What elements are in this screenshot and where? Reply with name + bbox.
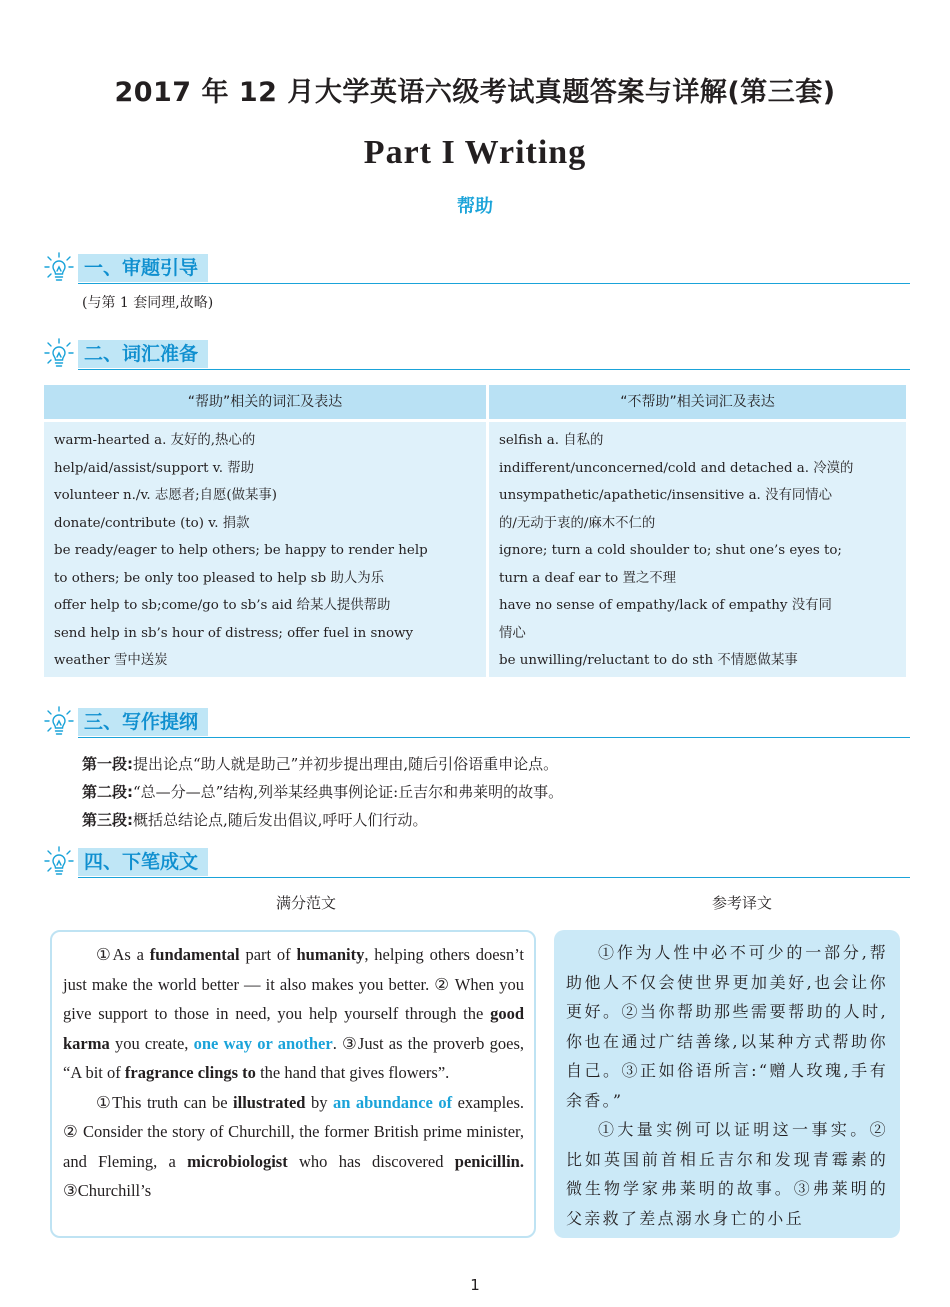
essay-title: 满分范文: [276, 894, 337, 912]
translation-title: 参考译文: [712, 894, 773, 912]
section-heading-label: 四、下笔成文: [78, 848, 208, 876]
section-rule: [78, 737, 910, 738]
section-heading-3: [44, 706, 910, 738]
outline-text: 概括总结论点,随后发出倡议,呼吁人们行动。: [133, 811, 428, 829]
vocab-line: indifferent/unconcerned/cold and detached a. 冷漠的: [499, 460, 854, 476]
outline-label: 第一段:: [82, 755, 133, 773]
vocab-line: turn a deaf ear to 置之不理: [499, 570, 677, 586]
section-note: (与第 1 套同理,故略): [82, 295, 214, 311]
section-heading-label: 三、写作提纲: [78, 708, 208, 736]
section-heading-1: [44, 252, 910, 284]
outline-label: 第三段:: [82, 811, 133, 829]
keyword: fragrance clings to: [124, 1063, 256, 1082]
topic-label: 帮助: [457, 196, 493, 217]
lightbulb-icon: [44, 846, 78, 878]
section-heading-4: [44, 846, 910, 878]
section-rule: [78, 877, 910, 878]
vocab-line: selfish a. 自私的: [499, 433, 604, 448]
highlight-phrase: one way or another: [193, 1033, 333, 1053]
writing-outline: [82, 750, 563, 834]
outline-item: [82, 806, 563, 834]
vocab-line: 情心: [499, 625, 526, 641]
vocab-line: 的/无动于衷的/麻木不仁的: [499, 515, 656, 531]
highlight-phrase: an abundance of: [332, 1092, 453, 1112]
help-vocab-column: [44, 385, 486, 677]
translation-paragraph: ①作为人性中必不可少的一部分,帮助他人不仅会使世界更加美好,也会让你更好。②当你帮助那些需要帮助的人时,你也在通过广结善缘,以某种方式帮助你自己。③正如俗语所言:“赠人玫瑰,手有余香。”: [566, 943, 888, 1110]
vocab-line: ignore; turn a cold shoulder to; shut one’s eyes to;: [499, 543, 842, 558]
outline-item: [82, 778, 563, 806]
no-help-vocab-column: [489, 385, 906, 677]
vocab-line: donate/contribute (to) v. 捐款: [54, 515, 250, 531]
essay-paragraph: ①This truth can be illustrated by an abundance of examples. ② Consider the story of Churchill, the former British prime minister, and Fleming, a microbiologist who has discovered penicillin. ③Churchill’s: [63, 1092, 525, 1200]
vocab-line: have no sense of empathy/lack of empathy 没有同: [499, 598, 832, 613]
column-header: “不帮助”相关词汇及表达: [489, 385, 906, 422]
vocab-line: send help in sb’s hour of distress; offer fuel in snowy: [54, 625, 414, 641]
vocab-line: to others; be only too pleased to help sb 助人为乐: [54, 570, 385, 586]
keyword: fundamental: [149, 945, 240, 964]
keyword: good karma: [63, 1004, 524, 1053]
keyword: microbiologist: [187, 1151, 288, 1171]
vocab-line: warm-hearted a. 友好的,热心的: [54, 433, 256, 448]
page-number: 1: [470, 1276, 480, 1294]
lightbulb-icon: [44, 706, 78, 738]
vocab-line: weather 雪中送炭: [54, 653, 168, 668]
vocabulary-table: [44, 385, 906, 677]
translation-paragraph: ①大量实例可以证明这一事实。②比如英国前首相丘吉尔和发现青霉素的微生物学家弗莱明的故事。③弗莱明的父亲救了差点溺水身亡的小丘: [566, 1120, 888, 1228]
outline-label: 第二段:: [82, 783, 133, 801]
outline-text: 提出论点“助人就是助己”并初步提出理由,随后引俗语重申论点。: [133, 755, 559, 773]
vocab-line: help/aid/assist/support v. 帮助: [54, 460, 255, 476]
column-header: “帮助”相关的词汇及表达: [44, 385, 486, 422]
model-essay: [50, 930, 536, 1238]
section-heading-2: [44, 338, 910, 370]
document-title: 2017 年 12 月大学英语六级考试真题答案与详解(第三套): [114, 77, 836, 108]
section-rule: [78, 369, 910, 370]
vocab-line: unsympathetic/apathetic/insensitive a. 没有同情心: [499, 488, 833, 503]
lightbulb-icon: [44, 252, 78, 284]
vocab-line: be ready/eager to help others; be happy to render help: [54, 543, 428, 558]
keyword: humanity: [296, 945, 365, 964]
vocab-line: offer help to sb;come/go to sb’s aid 给某人提供帮助: [54, 598, 391, 613]
outline-text: “总—分—总”结构,列举某经典事例论证:丘吉尔和弗莱明的故事。: [133, 783, 564, 801]
lightbulb-icon: [44, 338, 78, 370]
keyword: illustrated: [233, 1092, 306, 1112]
section-heading-label: 一、审题引导: [78, 254, 208, 282]
essay-paragraph: ①As a fundamental part of humanity, helping others doesn’t just make the world better — it also makes you better. ② When you give support to those in need, you help yourself through the good karma you create, one way or another. ③Just as the proverb goes, “A bit of fragrance clings to the hand that gives flowers”.: [63, 945, 525, 1082]
keyword: penicillin.: [454, 1151, 524, 1171]
vocab-line: be unwilling/reluctant to do sth 不情愿做某事: [499, 653, 798, 668]
part-title: Part I Writing: [363, 134, 587, 171]
section-heading-label: 二、词汇准备: [78, 340, 208, 368]
section-rule: [78, 283, 910, 284]
reference-translation: [554, 930, 900, 1238]
outline-item: [82, 750, 563, 778]
vocab-line: volunteer n./v. 志愿者;自愿(做某事): [54, 488, 278, 503]
